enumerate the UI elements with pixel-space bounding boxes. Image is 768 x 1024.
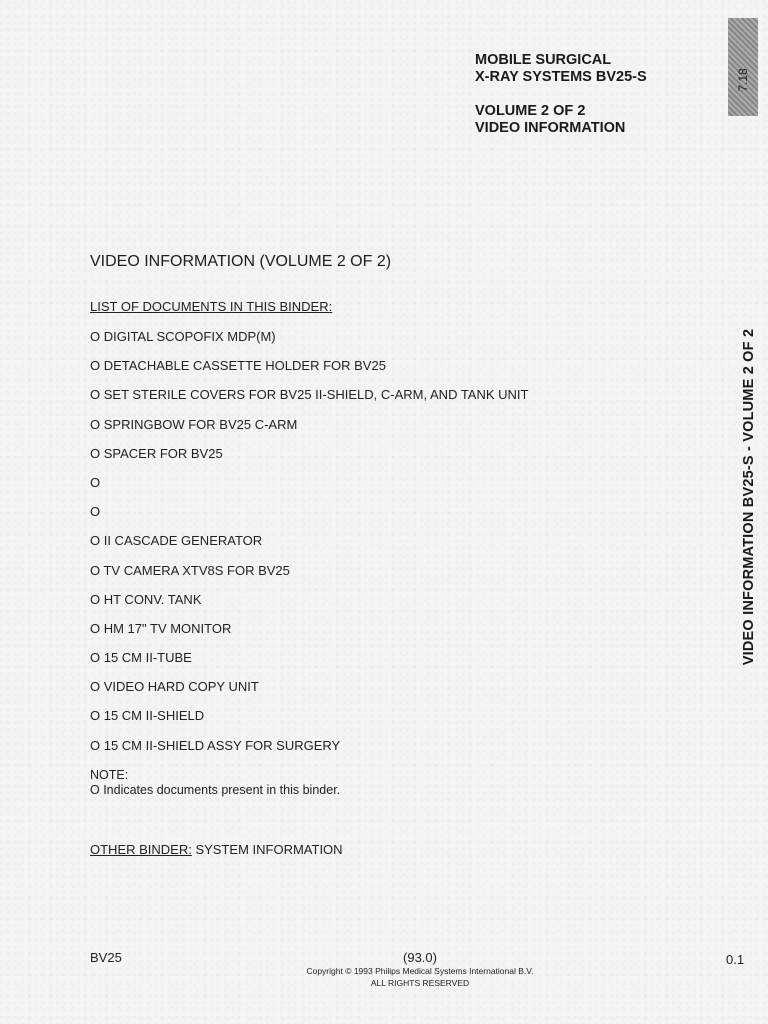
- header-line-system: X-RAY SYSTEMS BV25-S: [475, 69, 647, 85]
- header-gap: [475, 86, 647, 103]
- tab-marker-label: 7.18: [736, 68, 750, 92]
- document-list-item: O HM 17" TV MONITOR: [90, 620, 232, 636]
- document-list-item: O 15 CM II-TUBE: [90, 650, 192, 666]
- footer-product-code: BV25: [90, 950, 122, 965]
- footer-rights: ALL RIGHTS RESERVED: [370, 978, 470, 988]
- footer-version: (93.0): [403, 950, 437, 965]
- note-text: O Indicates documents present in this binder.: [90, 783, 341, 797]
- footer-page-number: 0.1: [726, 952, 745, 967]
- document-list-item: O: [90, 474, 101, 490]
- document-list-item: O 15 CM II-SHIELD ASSY FOR SURGERY: [90, 737, 341, 753]
- page-title: VIDEO INFORMATION (VOLUME 2 OF 2): [90, 253, 392, 270]
- document-list-item: O VIDEO HARD COPY UNIT: [90, 679, 259, 695]
- binder-tab-marker: [728, 18, 758, 116]
- document-list-item: O 15 CM II-SHIELD: [90, 708, 205, 724]
- document-list-item: O SPACER FOR BV25: [90, 445, 223, 461]
- header-line-section: VIDEO INFORMATION: [475, 120, 626, 136]
- header-line-volume: VOLUME 2 OF 2: [475, 103, 586, 119]
- document-list-item: O SET STERILE COVERS FOR BV25 II-SHIELD, C-ARM, AND TANK UNIT: [90, 387, 529, 403]
- other-binder-value: SYSTEM INFORMATION: [191, 842, 343, 857]
- document-list-item: O II CASCADE GENERATOR: [90, 533, 263, 549]
- document-list-item: O TV CAMERA XTV8S FOR BV25: [90, 562, 290, 578]
- note-label: NOTE:: [90, 768, 129, 782]
- document-header: [475, 52, 647, 137]
- document-list-item: O DETACHABLE CASSETTE HOLDER FOR BV25: [90, 358, 386, 374]
- document-list-item: O: [90, 504, 101, 520]
- footer-copyright: Copyright © 1993 Philips Medical Systems International B.V.: [306, 966, 534, 976]
- other-binder-line: [90, 842, 343, 857]
- header-line-product: MOBILE SURGICAL: [475, 52, 612, 68]
- document-list-heading: LIST OF DOCUMENTS IN THIS BINDER:: [90, 299, 333, 314]
- document-list: [90, 329, 528, 767]
- other-binder-label: OTHER BINDER:: [90, 842, 192, 857]
- note-block: [90, 768, 340, 798]
- document-list-item: O HT CONV. TANK: [90, 591, 202, 607]
- document-list-item: O DIGITAL SCOPOFIX MDP(M): [90, 329, 276, 344]
- spine-label: VIDEO INFORMATION BV25-S - VOLUME 2 OF 2: [741, 328, 757, 666]
- footer-center: [306, 950, 533, 989]
- document-list-item: O SPRINGBOW FOR BV25 C-ARM: [90, 416, 298, 432]
